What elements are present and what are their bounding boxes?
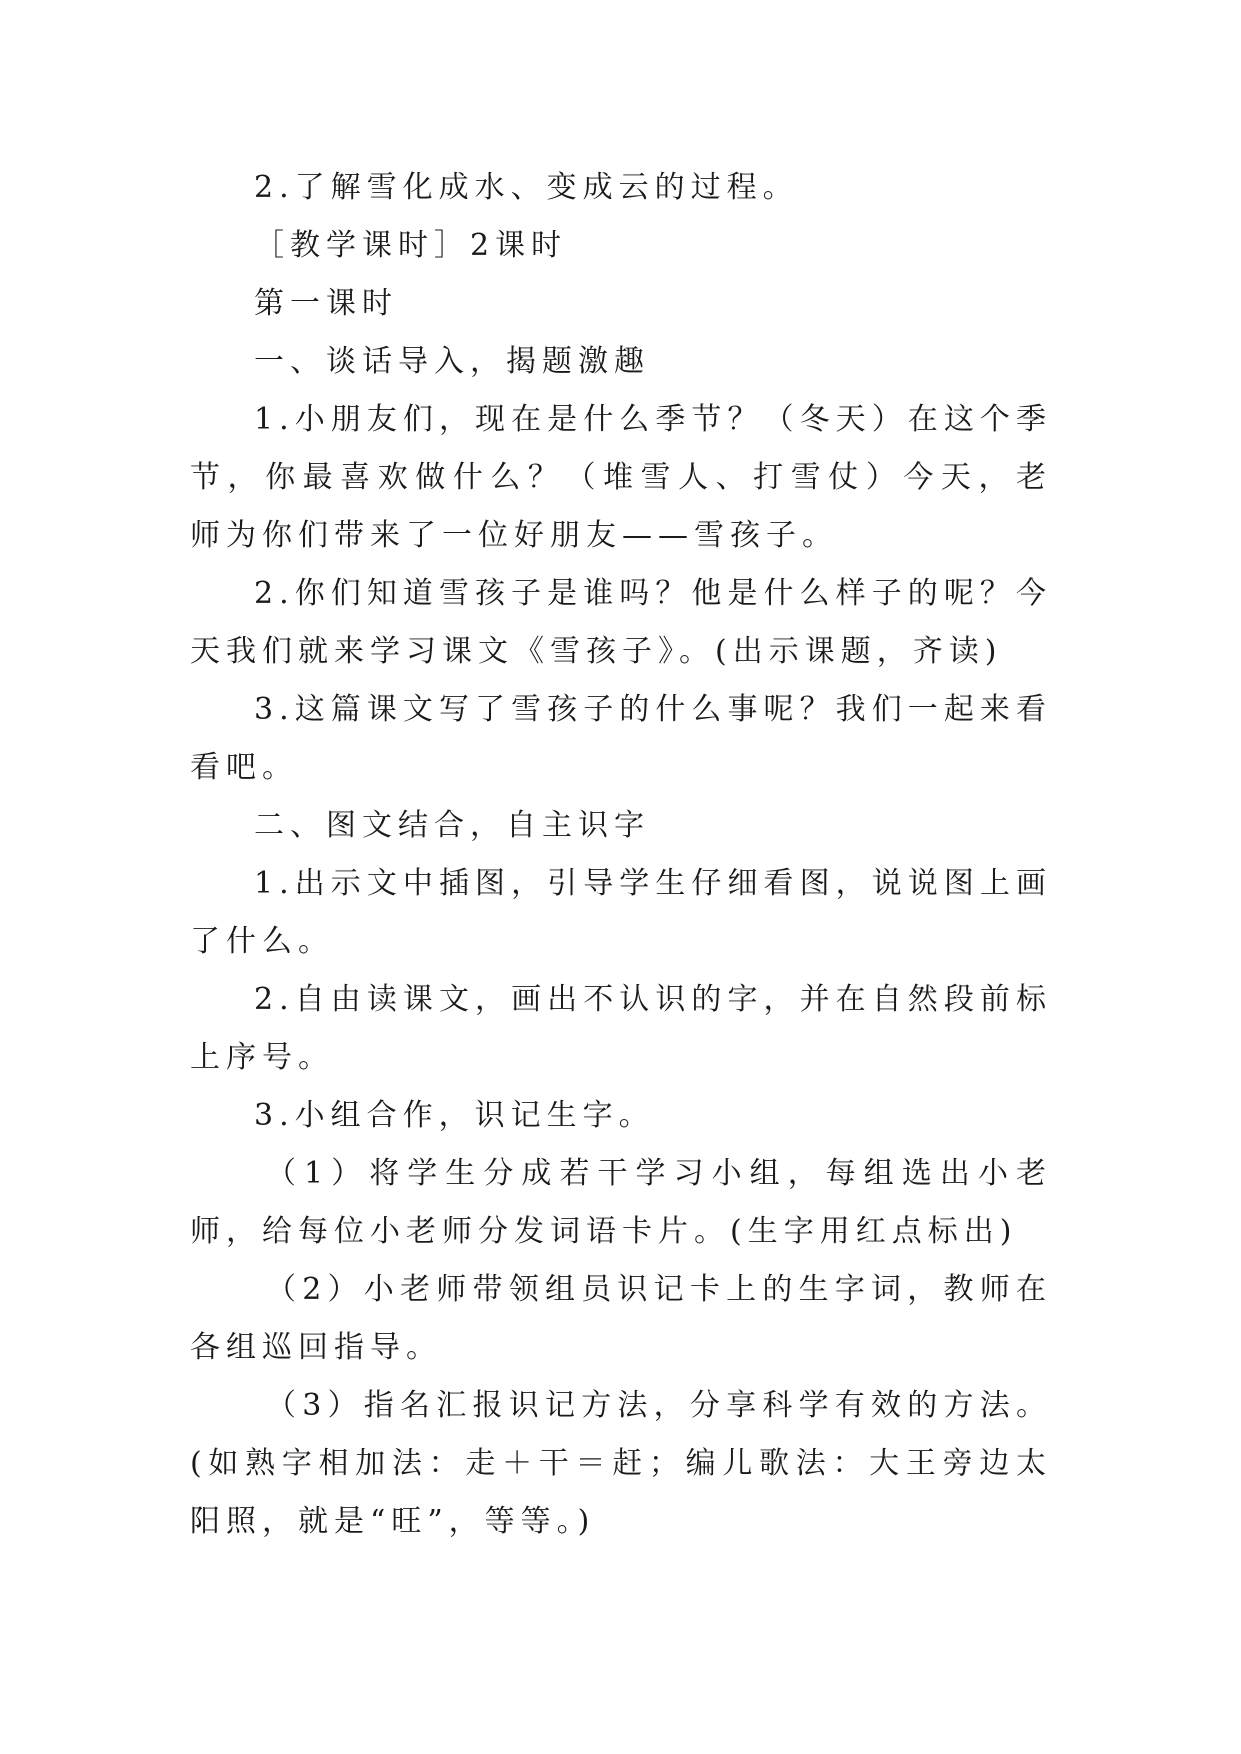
paragraph-intro-step-1: 1.小朋友们，现在是什么季节？（冬天）在这个季节，你最喜欢做什么？（堆雪人、打雪仗）今天，老师为你们带来了一位好朋友——雪孩子。 <box>190 402 1052 553</box>
paragraph-objective-2: 2.了解雪化成水、变成云的过程。 <box>254 170 799 205</box>
paragraph-intro-step-3: 3.这篇课文写了雪孩子的什么事呢？我们一起来看看吧。 <box>190 692 1052 785</box>
paragraph-intro-step-2: 2.你们知道雪孩子是谁吗？他是什么样子的呢？今天我们就来学习课文《雪孩子》。(出示课题，齐读) <box>190 576 1052 669</box>
paragraph-class-hours: ［教学课时］2课时 <box>254 228 568 263</box>
paragraph-literacy-step-1: 1.出示文中插图，引导学生仔细看图，说说图上画了什么。 <box>190 866 1052 959</box>
paragraph-substep-1: （1）将学生分成若干学习小组，每组选出小老师，给每位小老师分发词语卡片。(生字用红点标出) <box>190 1156 1052 1249</box>
section-heading-literacy: 二、图文结合，自主识字 <box>254 808 650 843</box>
section-heading-introduction: 一、谈话导入，揭题激趣 <box>254 344 650 379</box>
paragraph-substep-3: （3）指名汇报识记方法，分享科学有效的方法。(如熟字相加法：走＋干＝赶；编儿歌法：大王旁边太阳照，就是“旺”，等等。) <box>190 1388 1052 1539</box>
document-body <box>190 159 1052 1551</box>
paragraph-literacy-step-2: 2.自由读课文，画出不认识的字，并在自然段前标上序号。 <box>190 982 1052 1075</box>
paragraph-substep-2: （2）小老师带领组员识记卡上的生字词，教师在各组巡回指导。 <box>190 1272 1052 1365</box>
paragraph-first-lesson-heading: 第一课时 <box>254 286 398 321</box>
paragraph-literacy-step-3: 3.小组合作，识记生字。 <box>254 1098 655 1133</box>
